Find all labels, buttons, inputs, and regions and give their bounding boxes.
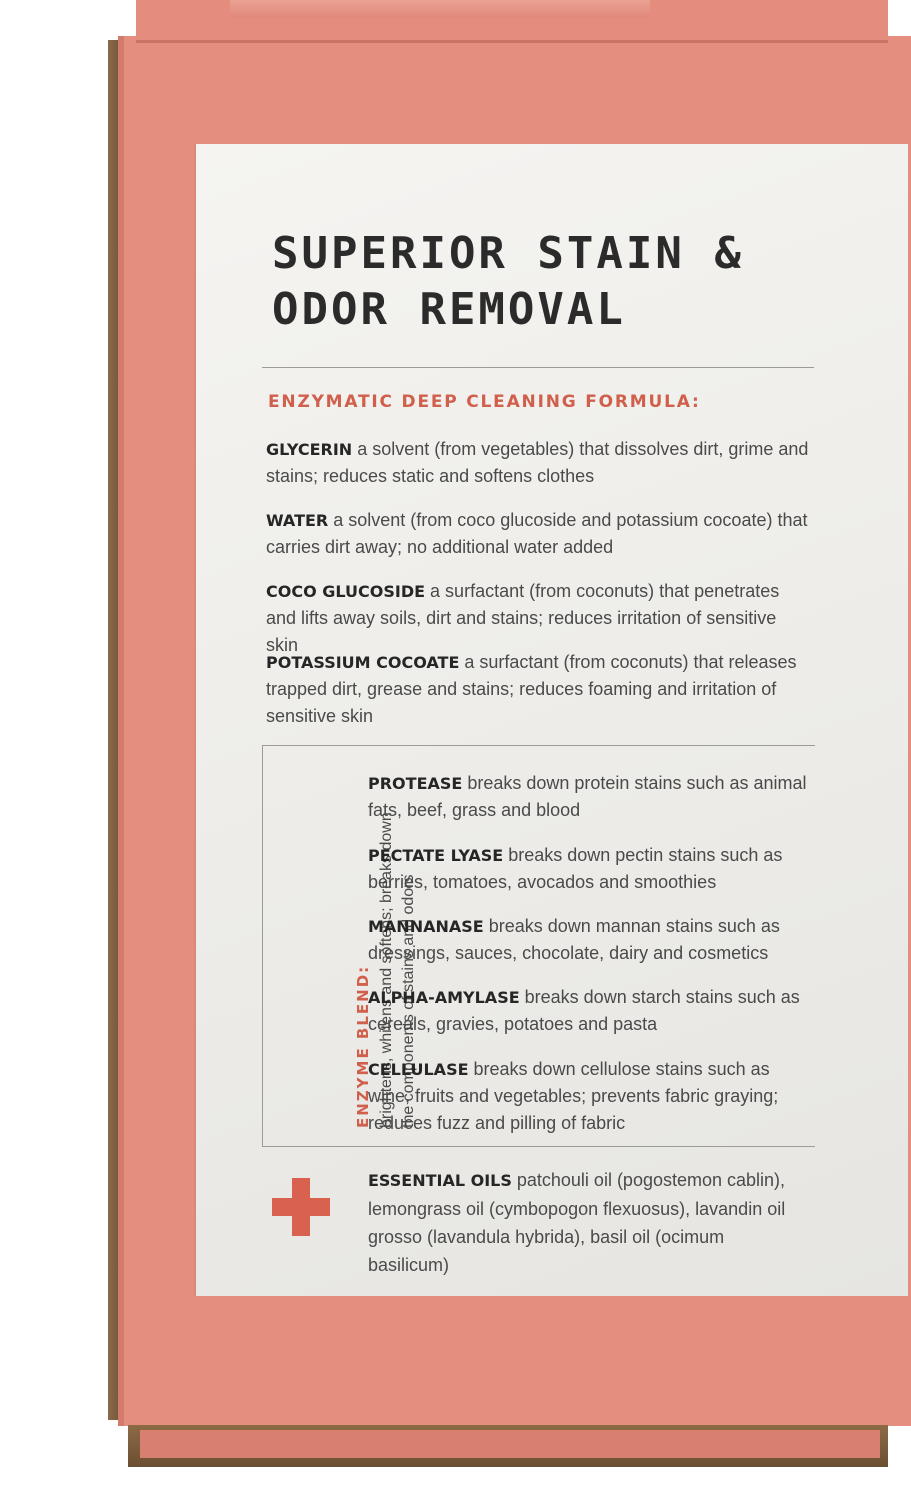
box-top-flap-fold <box>230 0 650 18</box>
enzyme-cellulase <box>368 1056 810 1137</box>
enzyme-mannanase <box>368 913 810 967</box>
ingredient-potassium-cocoate <box>266 649 811 730</box>
formula-heading: ENZYMATIC DEEP CLEANING FORMULA: <box>268 392 701 412</box>
ingredient-description: a surfactant (from coconuts) that penetrates and lifts away soils, dirt and stains; reduces irritation of sensitive skin <box>266 581 780 655</box>
enzyme-protease <box>368 770 810 824</box>
product-headline <box>272 226 832 338</box>
enzyme-alpha-amylase <box>368 984 810 1038</box>
enzyme-description: breaks down cellulose stains such as wine, fruits and vegetables; prevents fabric graying; reduces fuzz and pilling of fabric <box>368 1059 779 1133</box>
plus-icon <box>272 1178 330 1236</box>
headline-line-2: ODOR REMOVAL <box>272 284 626 335</box>
enzyme-description: breaks down protein stains such as animal fats, beef, grass and blood <box>368 773 807 820</box>
essential-oils <box>368 1166 808 1279</box>
ingredient-name: GLYCERIN <box>266 440 353 459</box>
ingredient-name: POTASSIUM COCOATE <box>266 653 460 672</box>
divider <box>262 367 814 368</box>
ingredient-description: a solvent (from coco glucoside and potassium cocoate) that carries dirt away; no additional water added <box>266 510 808 557</box>
ingredient-description: a surfactant (from coconuts) that releases trapped dirt, grease and stains; reduces foaming and irritation of sensitive skin <box>266 652 797 726</box>
ingredient-name: WATER <box>266 511 329 530</box>
headline-line-1: SUPERIOR STAIN & <box>272 228 744 279</box>
enzyme-blend-description-1: brightens, whitens and softens; breaks down <box>378 812 395 1128</box>
enzyme-pectate-lyase <box>368 842 810 896</box>
ingredient-name: COCO GLUCOSIDE <box>266 582 426 601</box>
enzyme-description: breaks down pectin stains such as berries, tomatoes, avocados and smoothies <box>368 845 783 892</box>
essential-oils-description: patchouli oil (pogostemon cablin), lemongrass oil (cymbopogon flexuosus), lavandin oil grosso (lavandula hybrida), basil oil (ocimum basilicum) <box>368 1170 786 1275</box>
enzyme-name: CELLULASE <box>368 1060 469 1079</box>
essential-oils-name: ESSENTIAL OILS <box>368 1171 512 1190</box>
enzyme-name: PECTATE LYASE <box>368 846 504 865</box>
enzyme-blend-heading: ENZYME BLEND: <box>354 964 372 1128</box>
ingredient-coco-glucoside <box>266 578 811 659</box>
ingredient-glycerin <box>266 436 811 490</box>
enzyme-name: ALPHA-AMYLASE <box>368 988 520 1007</box>
enzyme-description: breaks down mannan stains such as dressings, sauces, chocolate, dairy and cosmetics <box>368 916 780 963</box>
box-bottom-flap <box>140 1430 880 1458</box>
enzyme-name: MANNANASE <box>368 917 484 936</box>
ingredient-description: a solvent (from vegetables) that dissolves dirt, grime and stains; reduces static and softens clothes <box>266 439 809 486</box>
ingredient-water <box>266 507 811 561</box>
enzyme-blend-description-2: the components of stains and odors <box>400 874 417 1128</box>
enzyme-description: breaks down starch stains such as cereals, gravies, potatoes and pasta <box>368 987 800 1034</box>
enzyme-name: PROTEASE <box>368 774 463 793</box>
